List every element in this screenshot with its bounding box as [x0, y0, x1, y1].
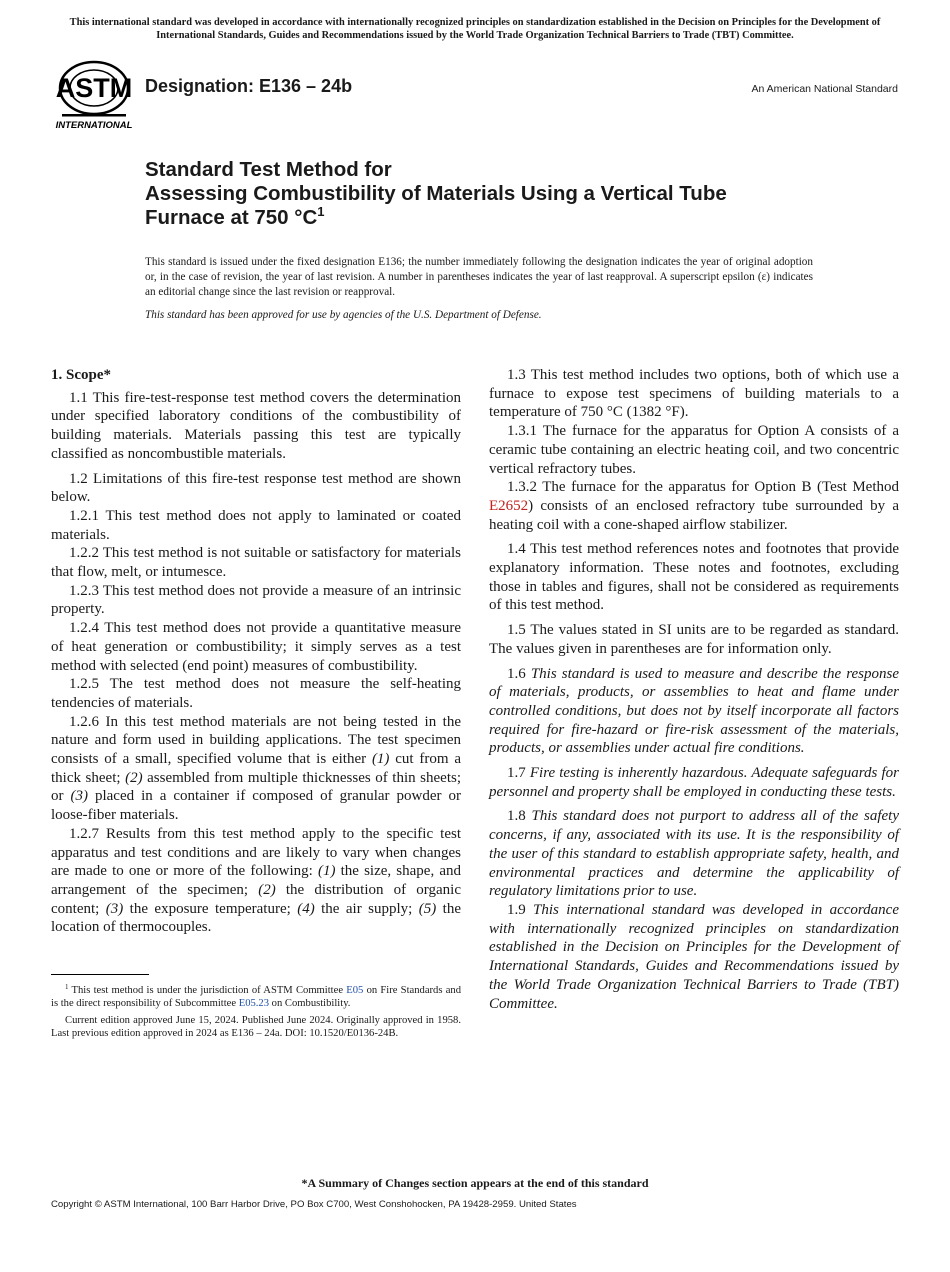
para-1-6: 1.6 This standard is used to measure and describe the response of materials, products, or assemblies to heat and flame under controlled conditions, but does not by itself incorporate all factors required for fire-hazard or fire-risk assessment of the materials, products, or assemblies under actual fire conditions. [489, 665, 899, 757]
section-heading-scope: 1. Scope* [51, 367, 111, 383]
para-1-3: 1.3 This test method includes two options, both of which use a furnace to expose test specimens of building materials to a temperature of 750 °C (1382 °F). [489, 367, 899, 421]
dod-approval: This standard has been approved for use by agencies of the U.S. Department of Defense. [145, 309, 542, 321]
para-1-2-1: 1.2.1 This test method does not apply to laminated or coated materials. [51, 507, 461, 543]
designation: Designation: E136 – 24b [145, 76, 353, 96]
link-e2652[interactable]: E2652 [489, 497, 529, 514]
para-1-2-6: 1.2.6 In this test method materials are not being tested in the nature and form used in building applications. The test specimen consists of a small, specified volume that is either (1) cut from a thick sheet; (2) assembled from multiple thicknesses of thin sheets; or (3) placed in a container if composed of granular powder or loose-fiber materials. [51, 713, 462, 824]
astm-logo-icon [52, 56, 136, 132]
para-1-7: 1.7 Fire testing is inherently hazardous. Adequate safeguards for personnel and property shall be employed in conducting these tests. [489, 765, 899, 800]
copyright: Copyright © ASTM International, 100 Barr Harbor Drive, PO Box C700, West Conshohocken, PA 19428-2959. United States [51, 1199, 577, 1210]
footnotes [51, 984, 461, 1044]
para-1-2-7: 1.2.7 Results from this test method apply to the specific test apparatus and test conditions and are likely to vary when changes are made to one or more of the following: (1) the size, shape, and arrangement of the specimen; (2) the distribution of organic content; (3) the exposure temperature; (4) the air supply; (5) the location of thermocouples. [51, 825, 462, 936]
link-e05-23[interactable]: E05.23 [238, 998, 270, 1010]
para-1-2-5: 1.2.5 The test method does not measure the self-heating tendencies of materials. [51, 676, 461, 711]
para-1-9: 1.9 This international standard was developed in accordance with internationally recognized principles on standardization established in the Decision on Principles for the Development of International Standards, Guides and Recommendations issued by the World Trade Organization Technical Barriers to Trade (TBT) Committee. [489, 901, 899, 1012]
link-e05[interactable]: E05 [346, 985, 364, 996]
issuance-statement: This standard is issued under the fixed designation E136; the number immediately following the designation indicates the year of original adoption or, in the case of revision, the year of last revision. A number in parentheses indicates the year of last reapproval. A superscript epsilon (ε) indicates an editorial change since the last revision or reapproval. [145, 256, 813, 298]
para-1-8: 1.8 This standard does not purport to address all of the safety concerns, if any, associated with its use. It is the responsibility of the user of this standard to establish appropriate safety, health, and environmental practices and determine the applicability of regulatory limitations prior to use. [489, 808, 900, 900]
para-1-3-2: 1.3.2 The furnace for the apparatus for Option B (Test Method E2652) consists of an enclosed refractory tube surrounded by a heating coil with a cone-shaped airflow stabilizer. [489, 479, 899, 533]
footnote-1: $^1$ This test method is under the jurisdiction of ASTM Committee E05 on Fire Standards and is the direct responsibility of Subcommittee E05.23 on Combustibility. [51, 983, 461, 1010]
left-column [51, 366, 461, 937]
title-line-1: Standard Test Method for [145, 158, 392, 181]
footnote-edition: Current edition approved June 15, 2024. Published June 2024. Originally approved in 1958. Last previous edition approved in 2024 as E136 – 24a. DOI: 10.1520/E0136-24B. [51, 1014, 461, 1040]
footnote-rule [51, 974, 149, 975]
para-1-1: 1.1 This fire-test-response test method covers the determination under specified laboratory conditions of the combustibility of building materials. Materials passing this test are typically classified as noncombustible materials. [51, 389, 461, 462]
para-1-2-4: 1.2.4 This test method does not provide a quantitative measure of heat generation or combustibility; it simply serves as a test method with selected (end point) measures of combustibility. [51, 620, 461, 674]
title-line-3: Furnace at 750 °C [145, 206, 318, 229]
summary-of-changes-note: *A Summary of Changes section appears at the end of this standard [301, 1176, 649, 1190]
right-column [489, 366, 899, 1013]
para-1-3-1: 1.3.1 The furnace for the apparatus for Option A consists of a ceramic tube containing an electric heating coil, and two concentric vertical refractory tubes. [489, 423, 899, 477]
logo-text: INTERNATIONAL [55, 120, 133, 131]
svg-text:ASTM: ASTM [55, 73, 133, 103]
wto-notice: This international standard was developed in accordance with internationally recognized principles on standardization established in the Decision on Principles for the Development of International Standards, Guides and Recommendations issued by the World Trade Organization Technical Barriers to Trade (TBT) Committee. [69, 17, 881, 41]
title-footnote-mark: 1 [317, 204, 325, 219]
para-1-2-2: 1.2.2 This test method is not suitable or satisfactory for materials that flow, melt, or intumesce. [51, 545, 461, 581]
national-standard-label: An American National Standard [751, 83, 898, 95]
title-line-2: Assessing Combustibility of Materials Using a Vertical Tube [145, 182, 727, 205]
para-1-5: 1.5 The values stated in SI units are to be regarded as standard. The values given in parentheses are for information only. [489, 622, 899, 657]
para-1-2: 1.2 Limitations of this fire-test response test method are shown below. [51, 470, 461, 506]
para-1-4: 1.4 This test method references notes and footnotes that provide explanatory information. These notes and footnotes, excluding those in tables and figures, shall not be considered as requirements of this test method. [489, 541, 899, 614]
page-title [145, 158, 845, 230]
para-1-2-3: 1.2.3 This test method does not provide a measure of an intrinsic property. [51, 582, 461, 618]
